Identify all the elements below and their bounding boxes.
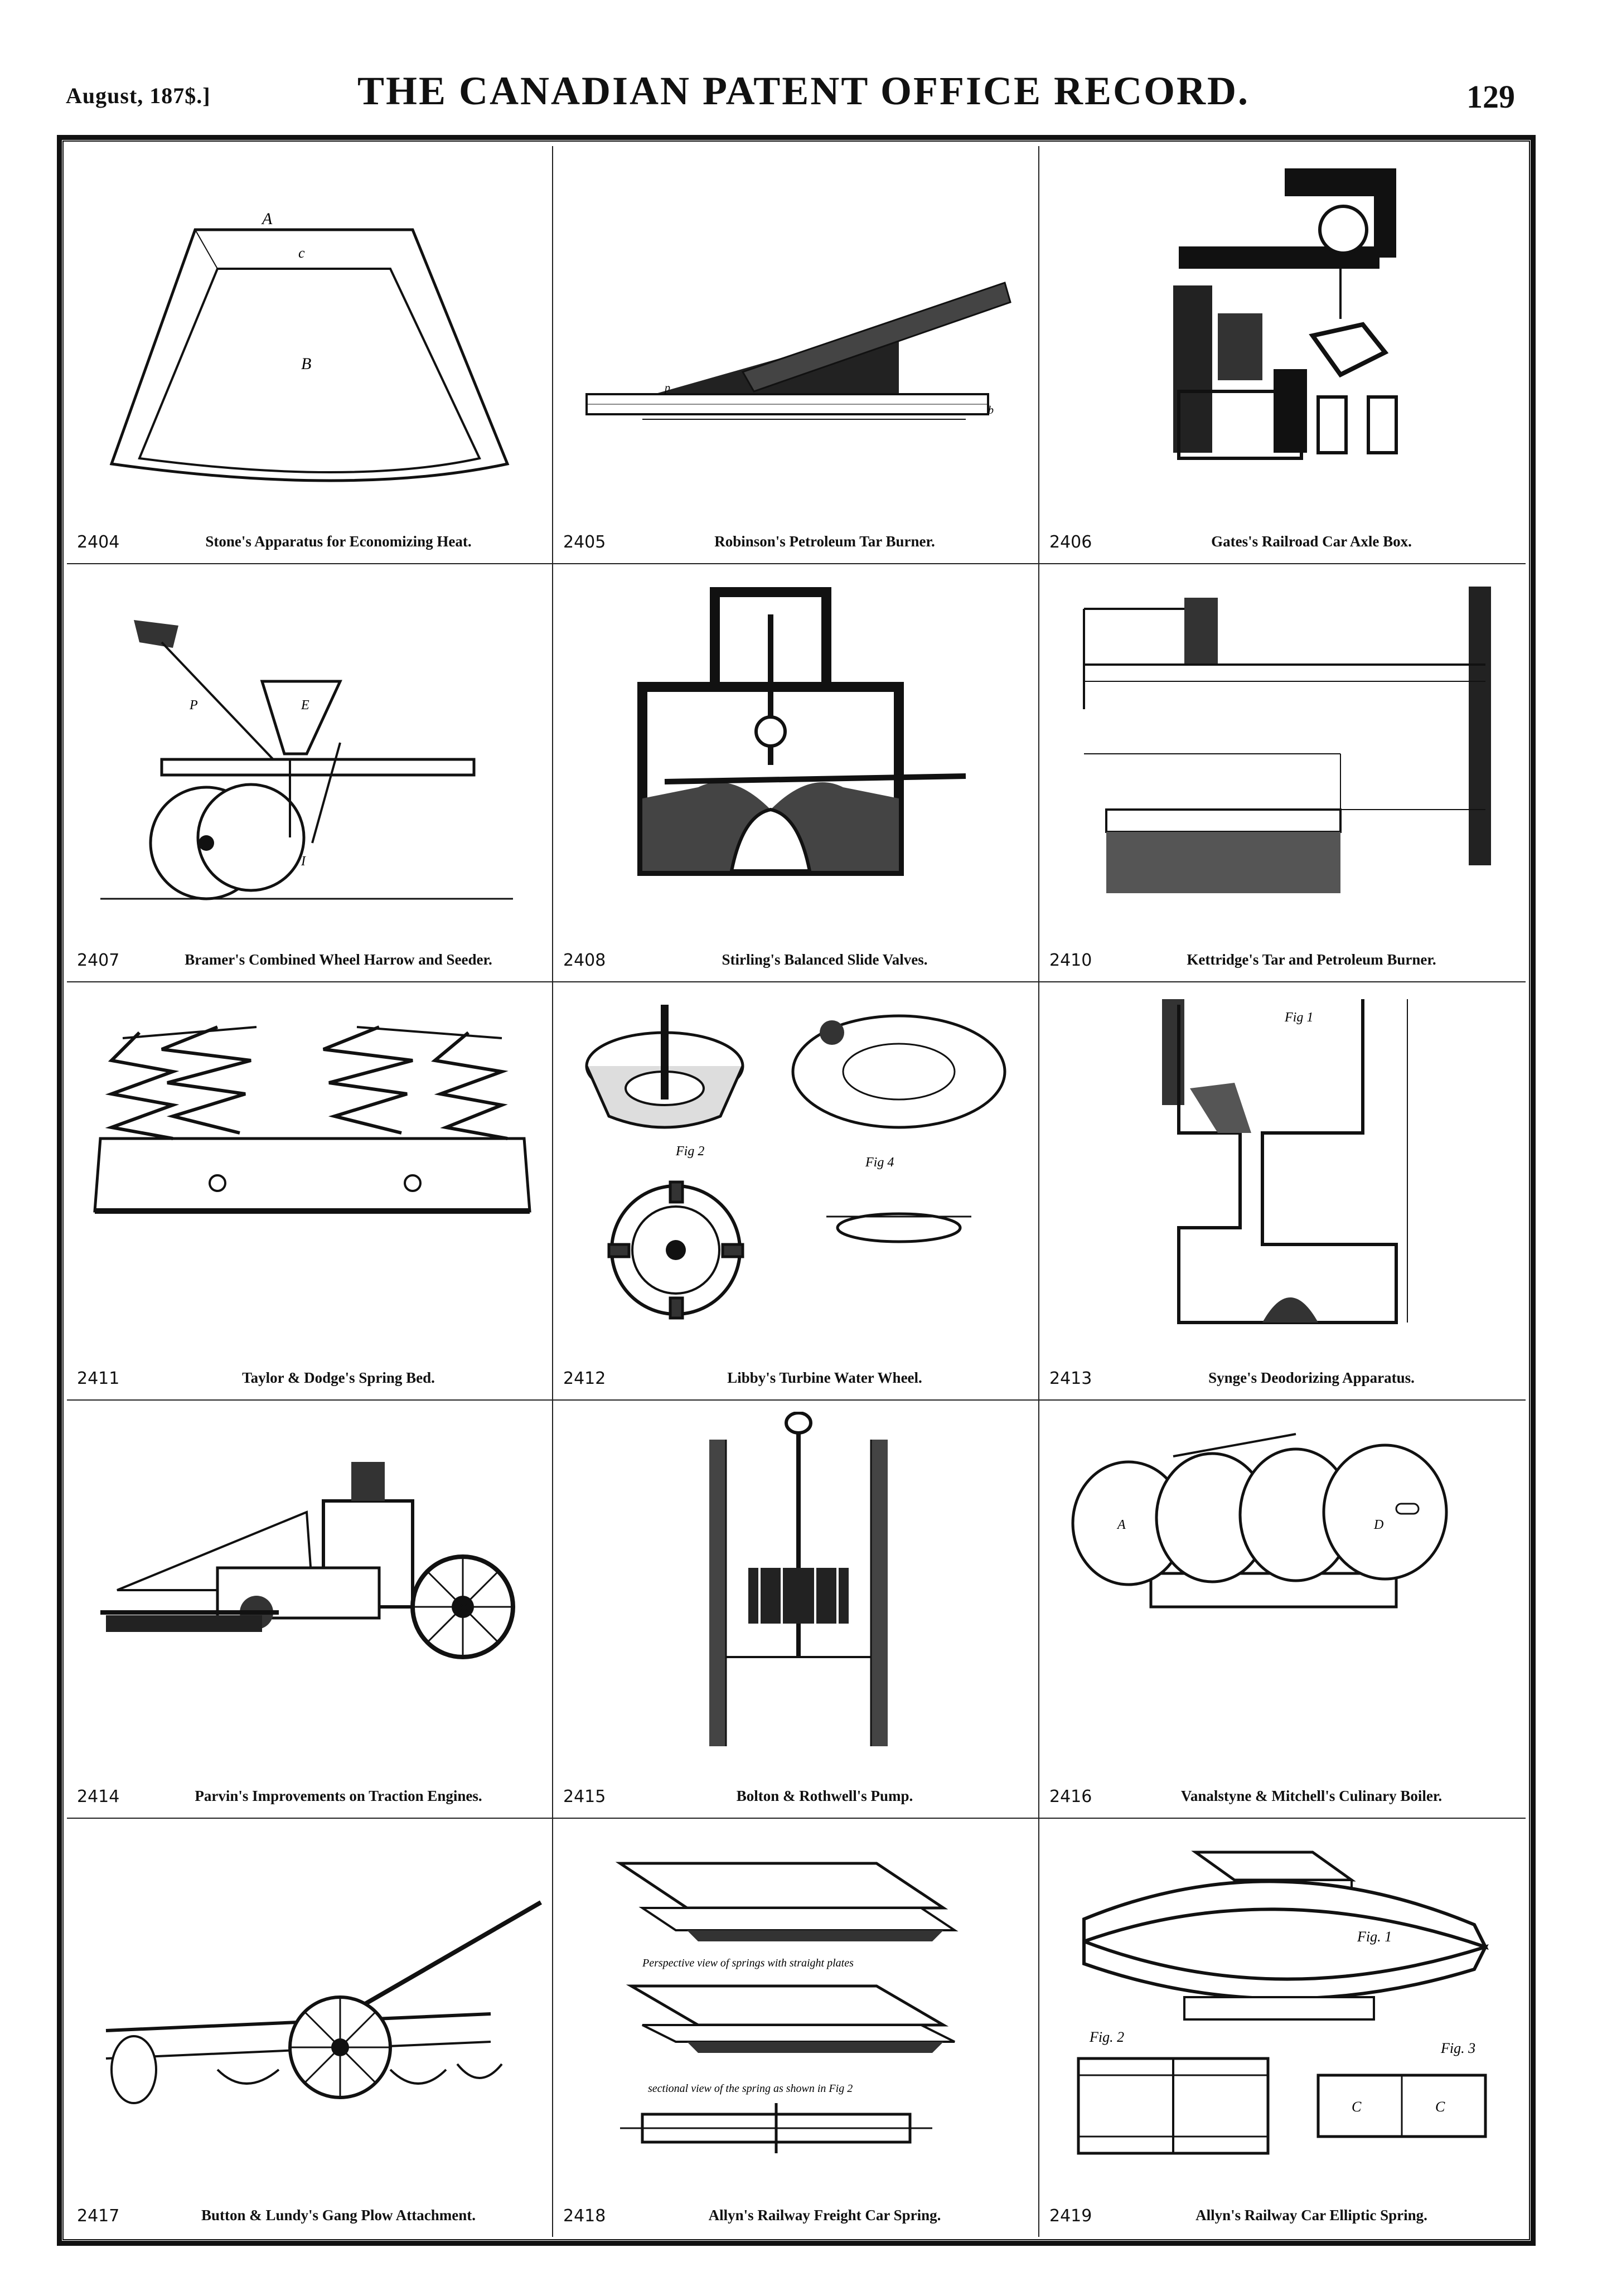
page-number: 129 xyxy=(1466,79,1515,115)
svg-text:D: D xyxy=(1374,1518,1384,1532)
figure-number: 2417 xyxy=(77,2206,120,2226)
traction-engine-drawing xyxy=(78,1412,542,1746)
figure-caption: Parvin's Improvements on Traction Engines. xyxy=(195,1788,482,1804)
figure-number: 2410 xyxy=(1049,951,1092,970)
figure-number: 2412 xyxy=(563,1369,606,1388)
figure-caption: Stone's Apparatus for Economizing Heat. xyxy=(205,533,472,550)
figure-number: 2418 xyxy=(563,2206,606,2226)
figure-caption: Gates's Railroad Car Axle Box. xyxy=(1211,533,1412,550)
figure-cell-2404 xyxy=(67,146,553,564)
figure-cell-2416 xyxy=(1039,1401,1526,1819)
svg-text:c: c xyxy=(298,245,305,261)
svg-text:Fig 2: Fig 2 xyxy=(676,1144,705,1159)
svg-text:A: A xyxy=(1117,1518,1126,1532)
figure-number: 2408 xyxy=(563,951,606,970)
figure-number: 2404 xyxy=(77,532,120,552)
figure-number: 2405 xyxy=(563,532,606,552)
svg-text:C: C xyxy=(1435,2099,1445,2115)
figure-caption: Libby's Turbine Water Wheel. xyxy=(727,1369,922,1386)
figure-number: 2416 xyxy=(1049,1787,1092,1806)
figure-grid xyxy=(67,146,1526,2237)
figure-caption: Allyn's Railway Car Elliptic Spring. xyxy=(1195,2207,1427,2224)
slide-valve-drawing xyxy=(564,575,1028,910)
figure-cell-2414 xyxy=(67,1401,553,1819)
turbine-wheel-drawing xyxy=(564,994,1028,1328)
svg-text:Fig. 3: Fig. 3 xyxy=(1441,2040,1476,2056)
figure-caption: Vanalstyne & Mitchell's Culinary Boiler. xyxy=(1180,1788,1443,1804)
figure-cell-2412 xyxy=(553,982,1039,1401)
figure-caption: Synge's Deodorizing Apparatus. xyxy=(1208,1369,1415,1386)
freight-car-spring-drawing xyxy=(564,1830,1028,2164)
figure-number: 2419 xyxy=(1049,2206,1092,2226)
svg-text:E: E xyxy=(301,698,309,713)
svg-text:sectional view of the spring a: sectional view of the spring as shown in Fig 2 xyxy=(648,2082,853,2095)
spring-bed-drawing xyxy=(78,994,542,1328)
figure-cell-2408 xyxy=(553,564,1039,982)
figure-cell-2405 xyxy=(553,146,1039,564)
figure-caption: Taylor & Dodge's Spring Bed. xyxy=(242,1369,435,1386)
figure-caption: Stirling's Balanced Slide Valves. xyxy=(722,951,928,968)
figure-number: 2411 xyxy=(77,1369,120,1388)
figure-cell-2411 xyxy=(67,982,553,1401)
figure-number: 2415 xyxy=(563,1787,606,1806)
harrow-seeder-drawing xyxy=(78,575,542,910)
svg-text:P: P xyxy=(190,698,198,713)
figure-cell-2419 xyxy=(1039,1819,1526,2237)
figure-number: 2406 xyxy=(1049,532,1092,552)
svg-text:C: C xyxy=(1352,2099,1362,2115)
figure-number: 2414 xyxy=(77,1787,120,1806)
figure-cell-2413 xyxy=(1039,982,1526,1401)
axle-box-drawing xyxy=(1051,157,1514,492)
tar-burner-drawing xyxy=(564,157,1028,492)
pump-drawing xyxy=(564,1412,1028,1746)
figure-number: 2407 xyxy=(77,951,120,970)
heat-economizer-drawing xyxy=(78,157,542,492)
furnace-burner-drawing xyxy=(1051,575,1514,910)
svg-text:Fig 1: Fig 1 xyxy=(1285,1010,1314,1025)
page-title: THE CANADIAN PATENT OFFICE RECORD. xyxy=(357,69,1250,113)
elliptic-spring-drawing xyxy=(1051,1830,1514,2164)
svg-text:I: I xyxy=(301,854,306,869)
figure-cell-2418 xyxy=(553,1819,1039,2237)
figure-caption: Button & Lundy's Gang Plow Attachment. xyxy=(201,2207,476,2224)
figure-caption: Bramer's Combined Wheel Harrow and Seeder. xyxy=(185,951,492,968)
deodorizer-drawing xyxy=(1051,994,1514,1328)
figure-cell-2410 xyxy=(1039,564,1526,982)
svg-text:Perspective view of springs wi: Perspective view of springs with straight plates xyxy=(642,1957,854,1969)
svg-text:Fig 4: Fig 4 xyxy=(865,1155,894,1170)
figure-caption: Kettridge's Tar and Petroleum Burner. xyxy=(1187,951,1436,968)
figure-number: 2413 xyxy=(1049,1369,1092,1388)
svg-text:b: b xyxy=(988,404,994,416)
figure-caption: Allyn's Railway Freight Car Spring. xyxy=(708,2207,941,2224)
culinary-boiler-drawing xyxy=(1051,1412,1514,1746)
issue-date: August, 187$.] xyxy=(66,83,211,108)
svg-text:Fig. 2: Fig. 2 xyxy=(1090,2029,1125,2045)
svg-text:p: p xyxy=(665,382,670,394)
figure-cell-2406 xyxy=(1039,146,1526,564)
figure-caption: Bolton & Rothwell's Pump. xyxy=(736,1788,913,1804)
figure-caption: Robinson's Petroleum Tar Burner. xyxy=(714,533,935,550)
gang-plow-drawing xyxy=(78,1830,542,2164)
figure-cell-2415 xyxy=(553,1401,1039,1819)
svg-text:Fig. 1: Fig. 1 xyxy=(1357,1929,1392,1945)
svg-text:B: B xyxy=(301,355,312,373)
figure-cell-2417 xyxy=(67,1819,553,2237)
figure-cell-2407 xyxy=(67,564,553,982)
svg-text:A: A xyxy=(262,210,273,228)
